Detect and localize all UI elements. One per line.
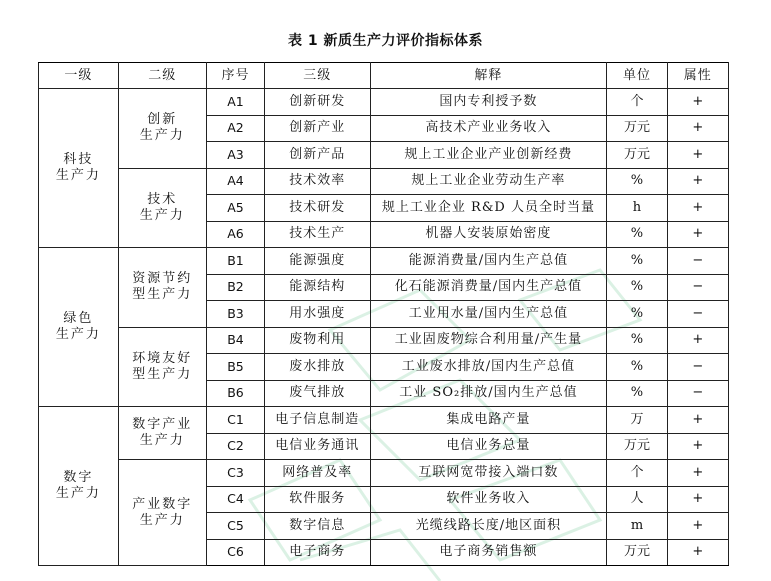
- level1-label-line2: 生产力: [55, 327, 101, 342]
- level1-label-line1: 数字: [63, 470, 94, 485]
- level3-cell: 废水排放: [265, 354, 370, 381]
- header-cell-level2: 二级: [118, 63, 206, 89]
- table-caption: 表 1 新质生产力评价指标体系: [288, 33, 483, 49]
- index-cell: C5: [206, 513, 264, 540]
- attribute-cell: −: [667, 274, 728, 301]
- index-cell: C3: [206, 460, 264, 487]
- level1-cell: [39, 89, 119, 248]
- level3-cell: 电子商务: [265, 539, 370, 566]
- attribute-cell: +: [667, 513, 728, 540]
- index-cell: B1: [206, 248, 264, 275]
- explanation-cell: 规上工业企业 R&D 人员全时当量: [370, 195, 607, 222]
- level2-label-line1: 环境友好: [132, 350, 193, 366]
- attribute-cell: +: [667, 221, 728, 248]
- level3-cell: 废物利用: [265, 327, 370, 354]
- index-cell: C1: [206, 407, 264, 434]
- header-cell-index: 序号: [206, 63, 264, 89]
- level3-cell: 电信业务通讯: [265, 433, 370, 460]
- header-cell-level3: 三级: [265, 63, 370, 89]
- table-row: [39, 327, 729, 354]
- table-row: [39, 460, 729, 487]
- level3-cell: 数字信息: [265, 513, 370, 540]
- unit-cell: %: [607, 221, 667, 248]
- unit-cell: %: [607, 380, 667, 407]
- level3-cell: 技术效率: [265, 168, 370, 195]
- index-cell: B2: [206, 274, 264, 301]
- explanation-cell: 工业 SO₂排放/国内生产总值: [370, 380, 607, 407]
- level2-cell: [118, 327, 206, 407]
- explanation-cell: 工业固废物综合利用量/产生量: [370, 327, 607, 354]
- explanation-cell: 电信业务总量: [370, 433, 607, 460]
- level2-label-line1: 数字产业: [132, 417, 193, 432]
- index-cell: C2: [206, 433, 264, 460]
- header-cell-attribute: 属性: [667, 63, 728, 89]
- index-cell: A6: [206, 221, 264, 248]
- level1-label-line1: 科技: [63, 152, 94, 167]
- level2-cell: [118, 407, 206, 460]
- level2-label-line2: 生产力: [139, 128, 185, 144]
- explanation-cell: 软件业务收入: [370, 486, 607, 513]
- table-row: [39, 407, 729, 434]
- attribute-cell: +: [667, 407, 728, 434]
- unit-cell: 人: [607, 486, 667, 513]
- level2-label-line1: 产业数字: [132, 496, 193, 512]
- indicator-table: [38, 62, 729, 566]
- unit-cell: m: [607, 513, 667, 540]
- level1-cell: [39, 248, 119, 407]
- unit-cell: 万元: [607, 142, 667, 169]
- attribute-cell: +: [667, 142, 728, 169]
- attribute-cell: +: [667, 168, 728, 195]
- level3-cell: 能源强度: [265, 248, 370, 275]
- index-cell: A2: [206, 115, 264, 142]
- unit-cell: h: [607, 195, 667, 222]
- unit-cell: 万元: [607, 115, 667, 142]
- level2-label-line1: 技术: [147, 191, 178, 207]
- attribute-cell: −: [667, 248, 728, 275]
- index-cell: B3: [206, 301, 264, 328]
- attribute-cell: −: [667, 301, 728, 328]
- attribute-cell: −: [667, 354, 728, 381]
- unit-cell: 个: [607, 89, 667, 116]
- level3-cell: 电子信息制造: [265, 407, 370, 434]
- explanation-cell: 国内专利授予数: [370, 89, 607, 116]
- explanation-cell: 能源消费量/国内生产总值: [370, 248, 607, 275]
- unit-cell: 万元: [607, 433, 667, 460]
- level2-label-line2: 型生产力: [132, 366, 193, 382]
- level3-cell: 能源结构: [265, 274, 370, 301]
- index-cell: C4: [206, 486, 264, 513]
- level3-cell: 网络普及率: [265, 460, 370, 487]
- attribute-cell: +: [667, 195, 728, 222]
- explanation-cell: 光缆线路长度/地区面积: [370, 513, 607, 540]
- attribute-cell: +: [667, 89, 728, 116]
- explanation-cell: 机器人安装原始密度: [370, 221, 607, 248]
- level1-label-line2: 生产力: [55, 168, 101, 183]
- header-row: [39, 63, 729, 89]
- explanation-cell: 规上工业企业产业创新经费: [370, 142, 607, 169]
- index-cell: A3: [206, 142, 264, 169]
- unit-cell: %: [607, 301, 667, 328]
- unit-cell: %: [607, 274, 667, 301]
- level3-cell: 技术研发: [265, 195, 370, 222]
- attribute-cell: +: [667, 115, 728, 142]
- table-row: [39, 168, 729, 195]
- level2-label-line1: 创新: [147, 112, 178, 128]
- attribute-cell: +: [667, 486, 728, 513]
- unit-cell: %: [607, 168, 667, 195]
- unit-cell: %: [607, 354, 667, 381]
- explanation-cell: 工业用水量/国内生产总值: [370, 301, 607, 328]
- header-cell-level1: 一级: [39, 63, 119, 89]
- table-row: [39, 248, 729, 275]
- level1-cell: [39, 407, 119, 566]
- explanation-cell: 规上工业企业劳动生产率: [370, 168, 607, 195]
- level3-cell: 创新研发: [265, 89, 370, 116]
- attribute-cell: +: [667, 433, 728, 460]
- header-cell-unit: 单位: [607, 63, 667, 89]
- explanation-cell: 电子商务销售额: [370, 539, 607, 566]
- attribute-cell: −: [667, 380, 728, 407]
- attribute-cell: +: [667, 327, 728, 354]
- unit-cell: 万: [607, 407, 667, 434]
- level2-label-line1: 资源节约: [132, 271, 193, 287]
- level1-label-line2: 生产力: [55, 486, 101, 501]
- explanation-cell: 工业废水排放/国内生产总值: [370, 354, 607, 381]
- level2-label-line2: 生产力: [139, 207, 185, 223]
- attribute-cell: +: [667, 539, 728, 566]
- index-cell: A5: [206, 195, 264, 222]
- level3-cell: 用水强度: [265, 301, 370, 328]
- level3-cell: 创新产业: [265, 115, 370, 142]
- unit-cell: 个: [607, 460, 667, 487]
- index-cell: A4: [206, 168, 264, 195]
- level2-cell: [118, 89, 206, 169]
- explanation-cell: 互联网宽带接入端口数: [370, 460, 607, 487]
- level3-cell: 废气排放: [265, 380, 370, 407]
- level2-cell: [118, 168, 206, 248]
- level3-cell: 软件服务: [265, 486, 370, 513]
- level2-label-line2: 生产力: [139, 433, 185, 448]
- level3-cell: 创新产品: [265, 142, 370, 169]
- unit-cell: 万元: [607, 539, 667, 566]
- header-cell-explanation: 解释: [370, 63, 607, 89]
- explanation-cell: 高技术产业业务收入: [370, 115, 607, 142]
- explanation-cell: 集成电路产量: [370, 407, 607, 434]
- unit-cell: %: [607, 327, 667, 354]
- index-cell: B5: [206, 354, 264, 381]
- index-cell: B4: [206, 327, 264, 354]
- index-cell: A1: [206, 89, 264, 116]
- index-cell: C6: [206, 539, 264, 566]
- unit-cell: %: [607, 248, 667, 275]
- level2-label-line2: 生产力: [139, 512, 185, 528]
- index-cell: B6: [206, 380, 264, 407]
- attribute-cell: +: [667, 460, 728, 487]
- level3-cell: 技术生产: [265, 221, 370, 248]
- level2-cell: [118, 248, 206, 328]
- level2-label-line2: 型生产力: [132, 287, 193, 303]
- table-row: [39, 89, 729, 116]
- explanation-cell: 化石能源消费量/国内生产总值: [370, 274, 607, 301]
- level1-label-line1: 绿色: [63, 311, 94, 326]
- level2-cell: [118, 460, 206, 566]
